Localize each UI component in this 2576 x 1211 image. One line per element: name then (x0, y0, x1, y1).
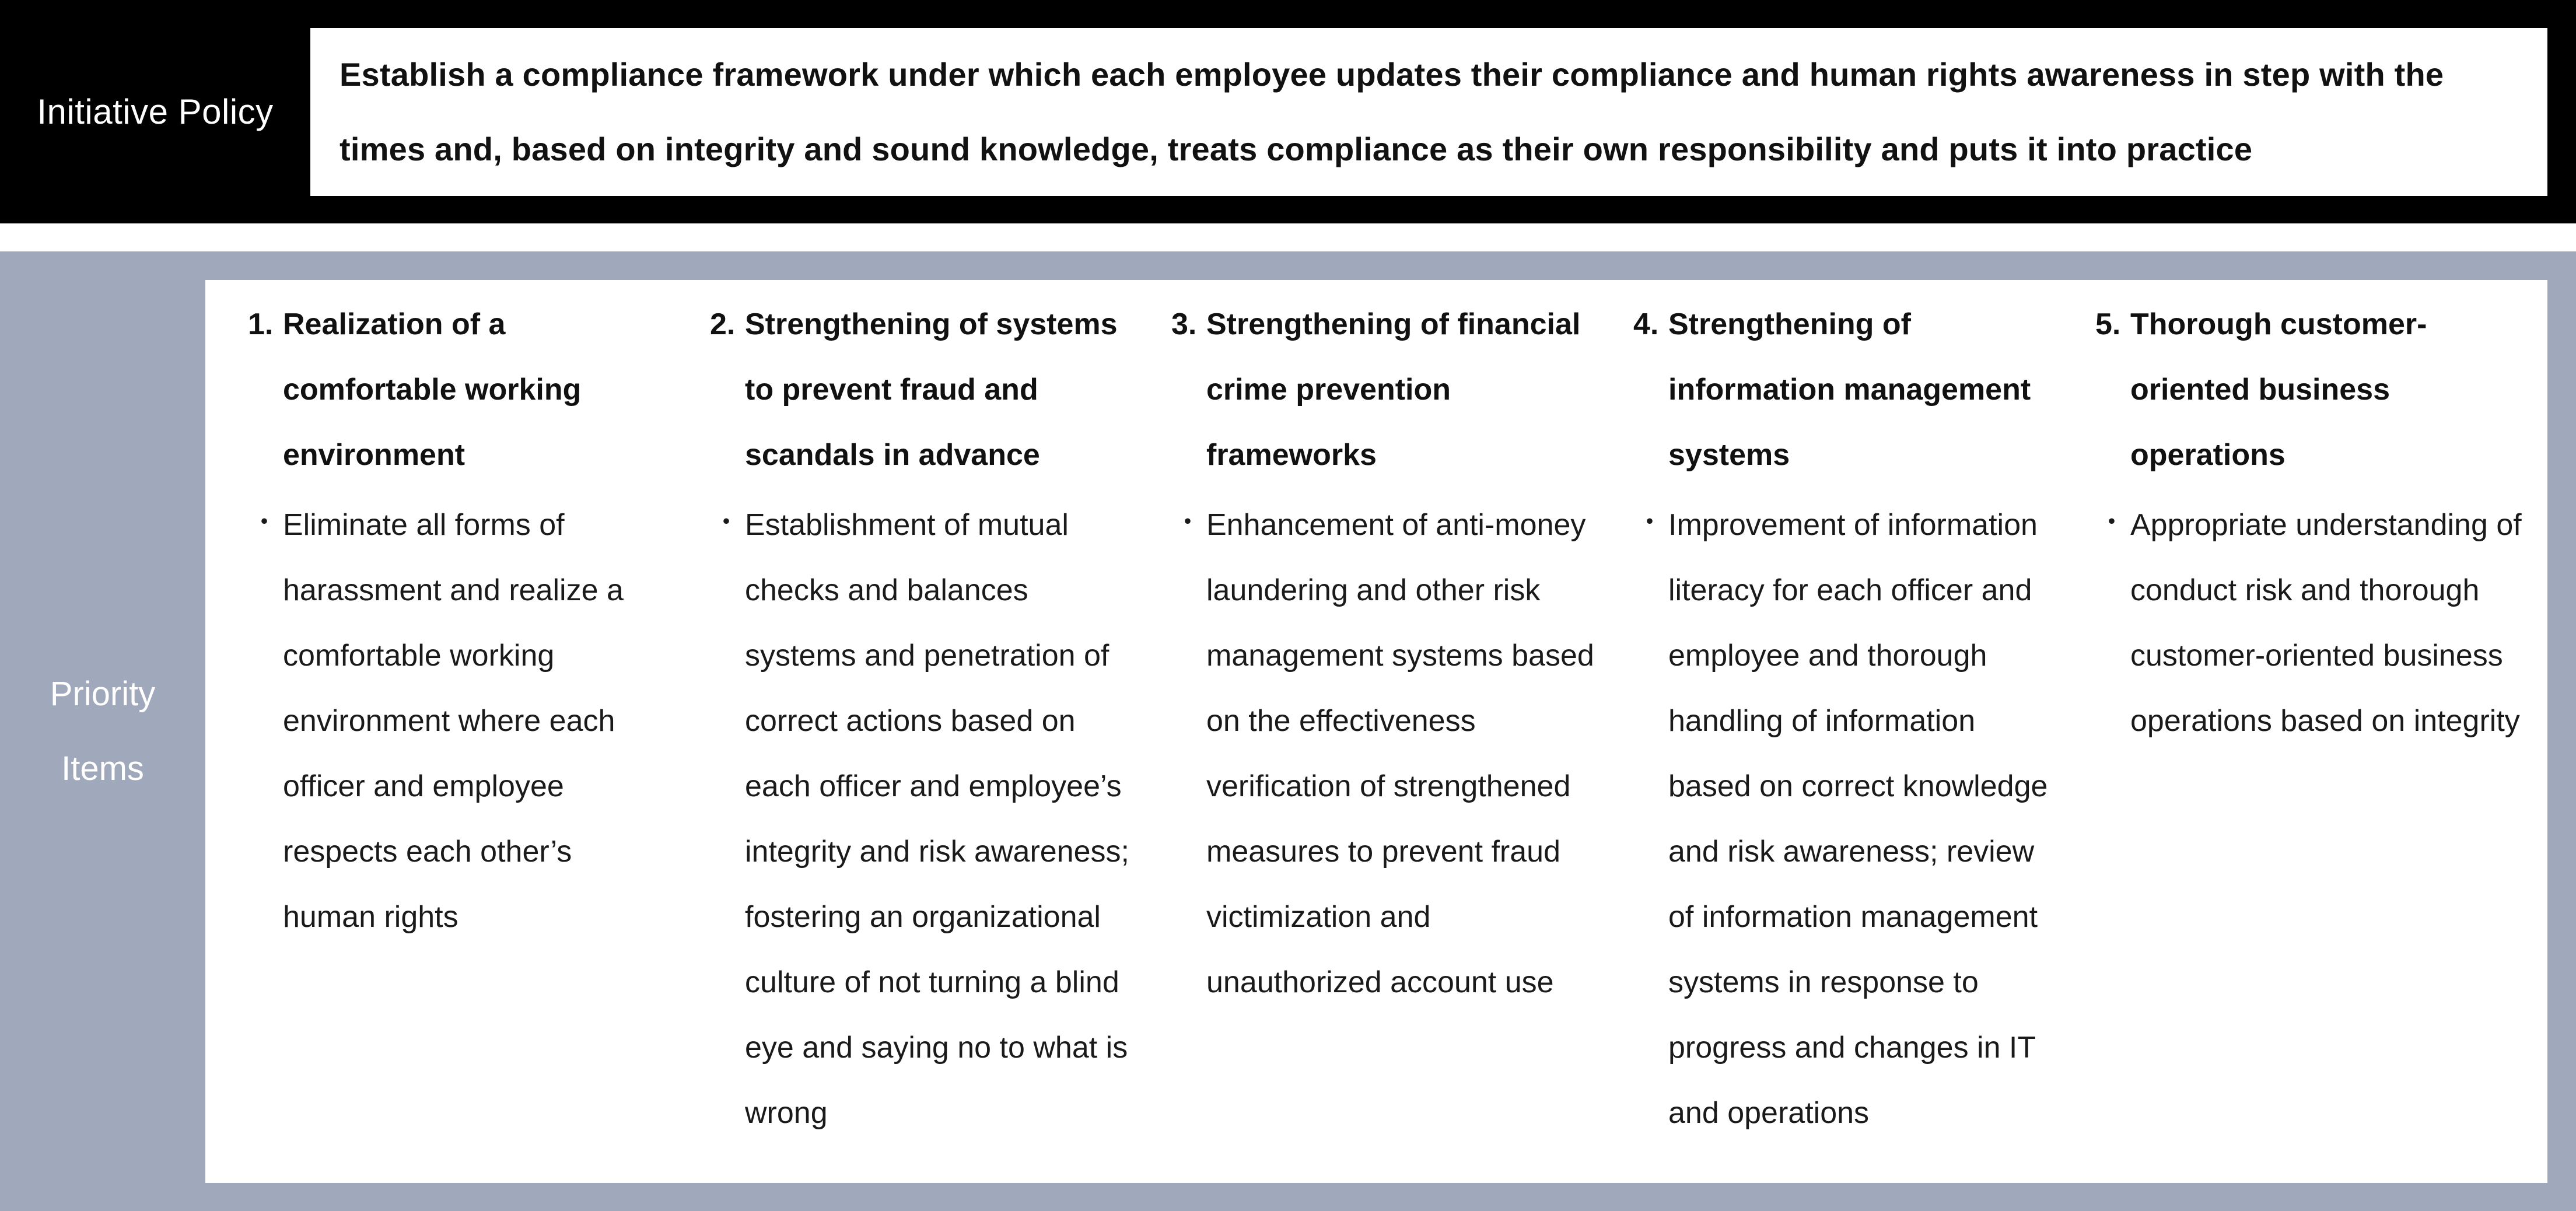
priority-item-heading (1171, 292, 1603, 488)
priority-item-number: 4. (1633, 307, 1659, 341)
initiative-policy-box (310, 28, 2547, 196)
priority-item-description: Appropriate understanding of conduct risk and thorough customer-oriented business operations based on integrity (2130, 508, 2522, 738)
priority-item-body (1633, 492, 2065, 1146)
priority-item-description: Establishment of mutual checks and balances systems and penetration of correct actions based on each officer and employee’s integrity and risk awareness; fostering an organizational culture of not turning a blind eye and saying no to what is wrong (745, 508, 1129, 1130)
priority-item-title: Strengthening of systems to prevent fraud and scandals in advance (745, 307, 1118, 472)
initiative-policy-text: Establish a compliance framework under which each employee updates their compliance and human rights awareness in step with the times and, based on integrity and sound knowledge, treats compliance as their own responsibility and puts it into practice (340, 56, 2444, 167)
priority-item-heading (248, 292, 656, 488)
priority-item-heading (2095, 292, 2527, 488)
priority-item-number: 5. (2095, 307, 2121, 341)
priority-item-title: Strengthening of information management systems (1668, 307, 2031, 472)
bullet-icon: ・ (1172, 506, 1203, 540)
priority-item-heading (1633, 292, 2065, 488)
priority-item-number: 1. (248, 307, 274, 341)
priority-label-line2: Items (61, 749, 144, 788)
bullet-icon: ・ (1634, 506, 1665, 540)
priority-item-5 (2095, 292, 2527, 754)
priority-item-3 (1171, 292, 1603, 1015)
priority-item-title: Realization of a comfortable working environment (283, 307, 582, 472)
bullet-icon: ・ (2096, 506, 2127, 540)
priority-item-title: Strengthening of financial crime prevention frameworks (1206, 307, 1581, 472)
priority-item-number: 2. (710, 307, 736, 341)
priority-label-line1: Priority (50, 674, 156, 713)
priority-item-number: 3. (1171, 307, 1197, 341)
priority-item-4 (1633, 292, 2065, 1146)
priority-item-description: Enhancement of anti-money laundering and other risk management systems based on the effectiveness verification of strengthened measures to prevent fraud victimization and unauthorized account use (1206, 508, 1594, 999)
priority-item-heading (710, 292, 1142, 488)
priority-item-title: Thorough customer-oriented business operations (2130, 307, 2427, 472)
priority-item-body (1171, 492, 1603, 1015)
priority-item-body (710, 492, 1142, 1146)
bullet-icon: ・ (249, 506, 280, 540)
priority-items-label (0, 251, 205, 1211)
priority-item-body (248, 492, 656, 950)
priority-item-description: Improvement of information literacy for each officer and employee and thorough handling of information based on correct knowledge and risk awareness; review of information management systems in response to progress and changes in IT and operations (1668, 508, 2048, 1130)
bullet-icon: ・ (711, 506, 742, 540)
priority-item-body (2095, 492, 2527, 754)
priority-item-1 (248, 292, 656, 950)
initiative-policy-label: Initiative Policy (37, 92, 274, 131)
priority-item-2 (710, 292, 1142, 1146)
priority-item-description: Eliminate all forms of harassment and realize a comfortable working environment where each officer and employee respects each other’s human rights (283, 508, 624, 934)
